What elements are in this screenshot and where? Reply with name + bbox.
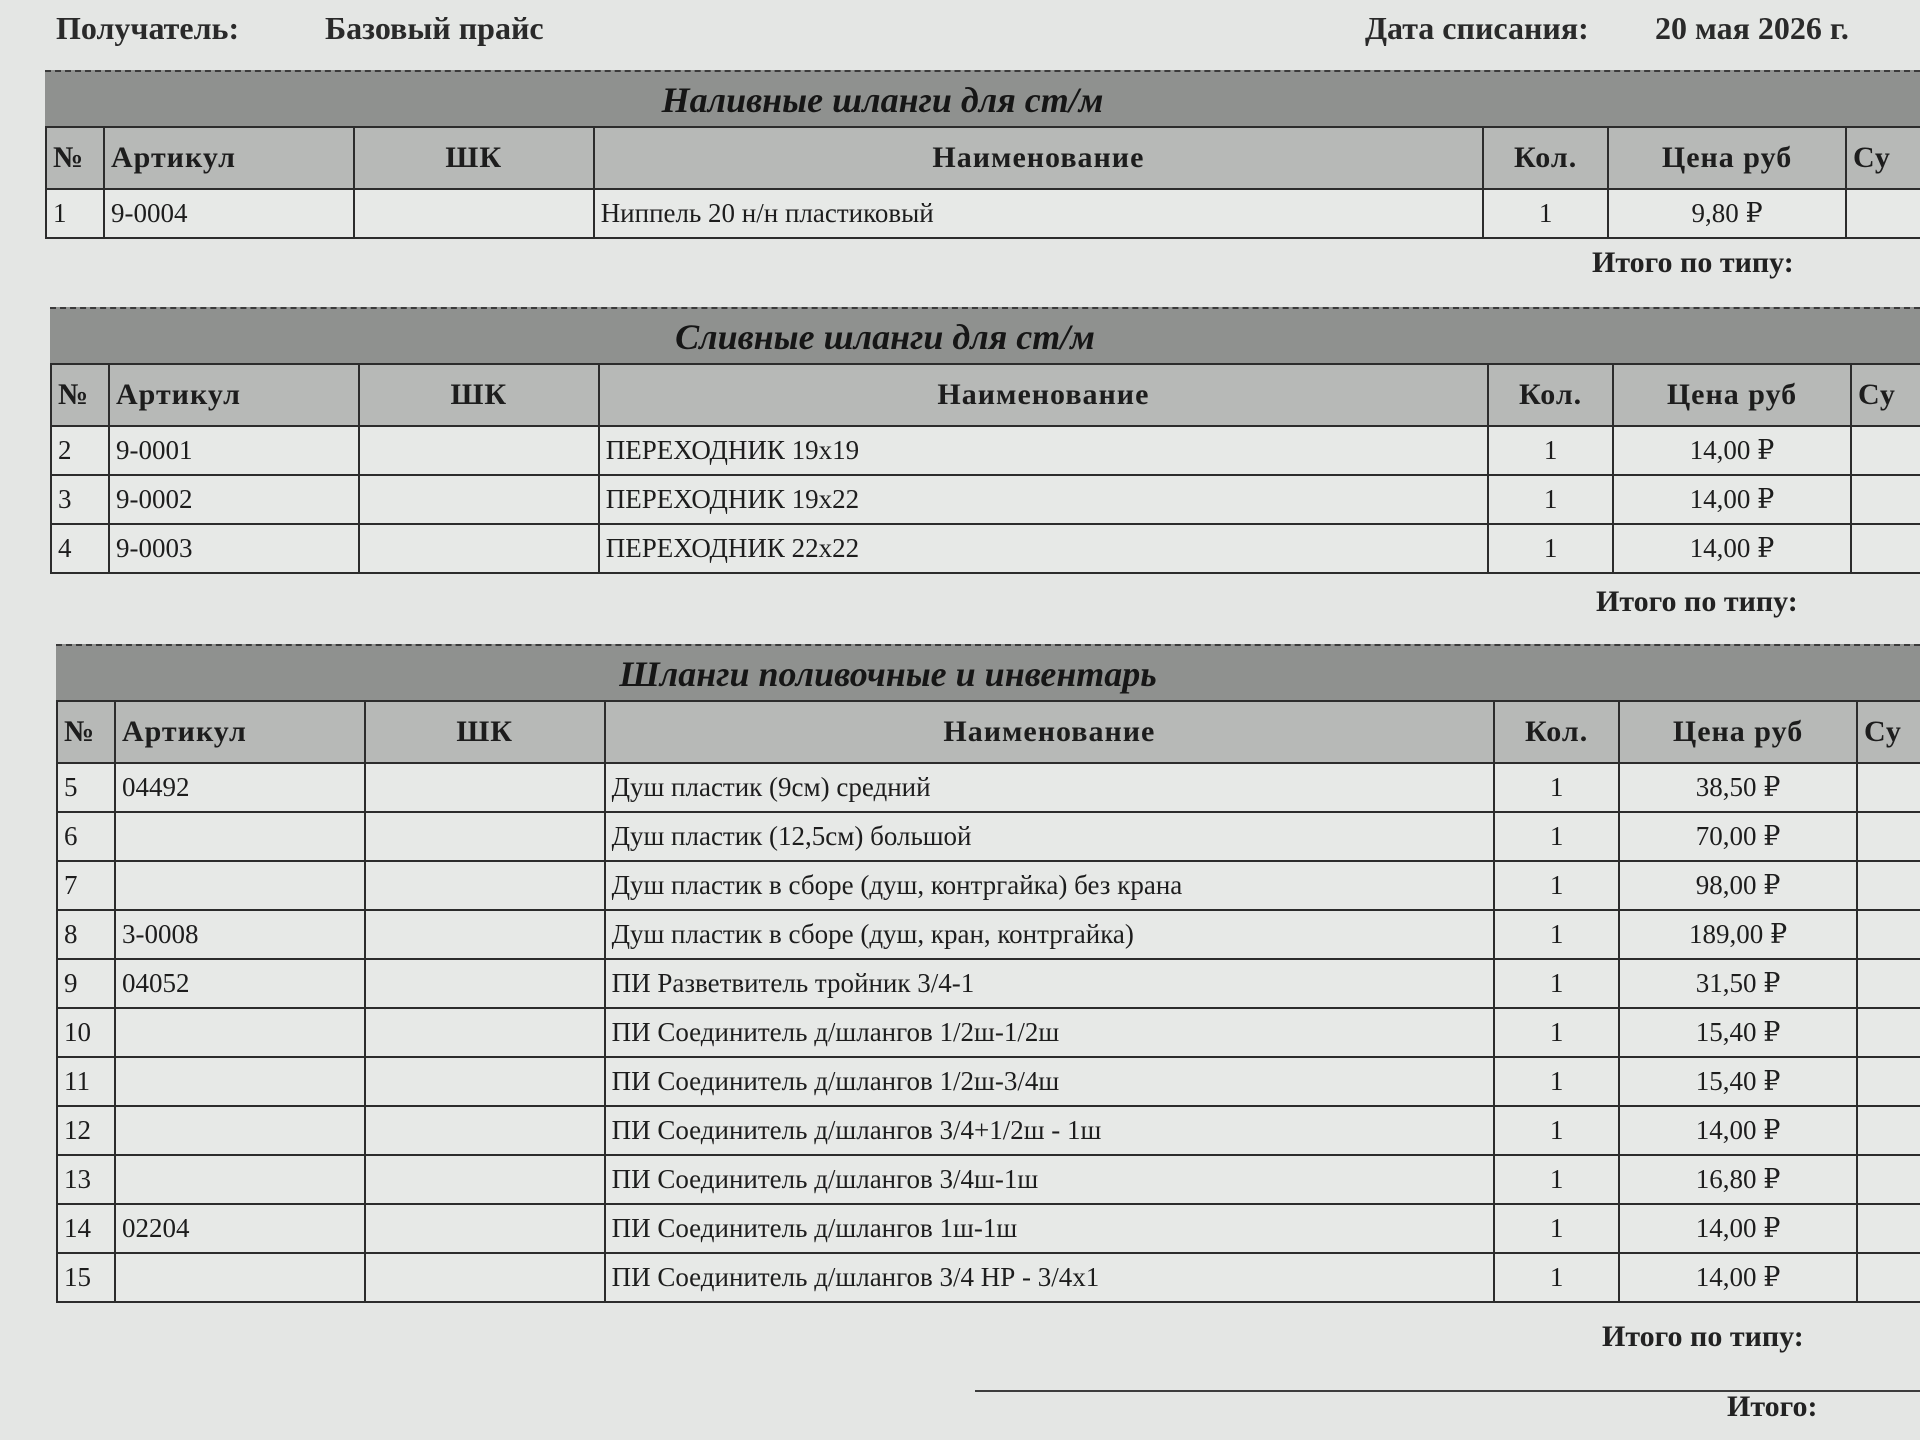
- items-table: [50, 363, 1920, 574]
- cell-sum: [1857, 1253, 1920, 1302]
- cell-price: 9,80 ₽: [1608, 189, 1846, 238]
- cell-num: 11: [57, 1057, 115, 1106]
- cell-qty: 1: [1494, 1057, 1619, 1106]
- cell-article: [115, 861, 365, 910]
- col-num-header: №: [57, 701, 115, 763]
- section-title: Наливные шланги для ст/м: [661, 80, 1104, 120]
- cell-article: 9-0001: [109, 426, 359, 475]
- table-header-row: [57, 701, 1920, 763]
- items-table: [45, 126, 1920, 239]
- cell-qty: 1: [1483, 189, 1608, 238]
- cell-qty: 1: [1488, 426, 1613, 475]
- table-row: [57, 1204, 1920, 1253]
- cell-barcode: [359, 426, 599, 475]
- col-name-header: Наименование: [599, 364, 1488, 426]
- col-qty-header: Кол.: [1494, 701, 1619, 763]
- cell-price: 98,00 ₽: [1619, 861, 1857, 910]
- cell-sum: [1857, 861, 1920, 910]
- date-value: 20 мая 2026 г.: [1655, 10, 1849, 46]
- cell-article: 02204: [115, 1204, 365, 1253]
- section-total-label: Итого по типу:: [1592, 246, 1794, 279]
- table-row: [51, 426, 1920, 475]
- table-row: [57, 1155, 1920, 1204]
- table-header-row: [51, 364, 1920, 426]
- cell-name: ПИ Соединитель д/шлангов 1ш-1ш: [605, 1204, 1495, 1253]
- col-article-header: Артикул: [104, 127, 354, 189]
- table-header-row: [46, 127, 1920, 189]
- col-num-header: №: [51, 364, 109, 426]
- cell-article: 9-0004: [104, 189, 354, 238]
- table-row: [57, 1106, 1920, 1155]
- cell-num: 10: [57, 1008, 115, 1057]
- cell-qty: 1: [1494, 763, 1619, 812]
- cell-barcode: [365, 1204, 605, 1253]
- table-row: [57, 763, 1920, 812]
- cell-price: 70,00 ₽: [1619, 812, 1857, 861]
- cell-qty: 1: [1494, 1204, 1619, 1253]
- cell-price: 14,00 ₽: [1613, 426, 1851, 475]
- cell-article: 9-0003: [109, 524, 359, 573]
- cell-qty: 1: [1494, 1106, 1619, 1155]
- table-row: [57, 1253, 1920, 1302]
- table-row: [57, 1008, 1920, 1057]
- col-qty-header: Кол.: [1488, 364, 1613, 426]
- cell-barcode: [365, 1057, 605, 1106]
- section-title-bar: [56, 644, 1920, 702]
- col-barcode-header: ШК: [354, 127, 594, 189]
- recipient-label: Получатель:: [56, 10, 240, 46]
- cell-num: 6: [57, 812, 115, 861]
- cell-num: 3: [51, 475, 109, 524]
- col-sum-header: Су: [1851, 364, 1920, 426]
- cell-name: ПИ Разветвитель тройник 3/4-1: [605, 959, 1495, 1008]
- cell-barcode: [365, 1253, 605, 1302]
- col-num-header: №: [46, 127, 104, 189]
- section-title-bar: [45, 70, 1920, 128]
- cell-article: [115, 1008, 365, 1057]
- cell-name: ПЕРЕХОДНИК 22х22: [599, 524, 1488, 573]
- cell-qty: 1: [1488, 475, 1613, 524]
- table-row: [51, 524, 1920, 573]
- col-name-header: Наименование: [594, 127, 1483, 189]
- section-title: Сливные шланги для ст/м: [675, 317, 1095, 357]
- col-sum-header: Су: [1846, 127, 1920, 189]
- items-table: [56, 700, 1920, 1303]
- cell-barcode: [365, 1106, 605, 1155]
- col-price-header: Цена руб: [1619, 701, 1857, 763]
- cell-article: [115, 1155, 365, 1204]
- cell-price: 14,00 ₽: [1619, 1204, 1857, 1253]
- cell-name: ПИ Соединитель д/шлангов 3/4 НР - 3/4х1: [605, 1253, 1495, 1302]
- cell-barcode: [359, 524, 599, 573]
- col-qty-header: Кол.: [1483, 127, 1608, 189]
- cell-sum: [1857, 1106, 1920, 1155]
- recipient-value: Базовый прайс: [325, 10, 544, 46]
- cell-price: 14,00 ₽: [1619, 1253, 1857, 1302]
- cell-sum: [1851, 524, 1920, 573]
- cell-barcode: [365, 763, 605, 812]
- cell-qty: 1: [1494, 1253, 1619, 1302]
- cell-num: 2: [51, 426, 109, 475]
- date-label: Дата списания:: [1365, 10, 1589, 46]
- cell-name: Душ пластик в сборе (душ, кран, контргайка): [605, 910, 1495, 959]
- cell-num: 7: [57, 861, 115, 910]
- cell-article: [115, 1253, 365, 1302]
- cell-sum: [1846, 189, 1920, 238]
- cell-article: 9-0002: [109, 475, 359, 524]
- cell-sum: [1857, 812, 1920, 861]
- cell-barcode: [359, 475, 599, 524]
- cell-price: 189,00 ₽: [1619, 910, 1857, 959]
- table-row: [51, 475, 1920, 524]
- cell-sum: [1857, 1057, 1920, 1106]
- cell-barcode: [365, 910, 605, 959]
- cell-name: Душ пластик (12,5см) большой: [605, 812, 1495, 861]
- table-row: [57, 1057, 1920, 1106]
- table-row: [46, 189, 1920, 238]
- cell-sum: [1851, 475, 1920, 524]
- cell-article: [115, 1106, 365, 1155]
- col-price-header: Цена руб: [1608, 127, 1846, 189]
- cell-num: 12: [57, 1106, 115, 1155]
- cell-price: 16,80 ₽: [1619, 1155, 1857, 1204]
- cell-sum: [1851, 426, 1920, 475]
- cell-qty: 1: [1494, 959, 1619, 1008]
- cell-name: ПИ Соединитель д/шлангов 3/4+1/2ш - 1ш: [605, 1106, 1495, 1155]
- section-title: Шланги поливочные и инвентарь: [619, 654, 1157, 694]
- cell-barcode: [354, 189, 594, 238]
- cell-price: 15,40 ₽: [1619, 1057, 1857, 1106]
- table-row: [57, 812, 1920, 861]
- cell-barcode: [365, 861, 605, 910]
- cell-num: 14: [57, 1204, 115, 1253]
- cell-price: 14,00 ₽: [1613, 475, 1851, 524]
- cell-num: 15: [57, 1253, 115, 1302]
- cell-article: 04492: [115, 763, 365, 812]
- cell-article: 3-0008: [115, 910, 365, 959]
- grand-total-label: Итого:: [1727, 1390, 1818, 1423]
- col-price-header: Цена руб: [1613, 364, 1851, 426]
- cell-name: Ниппель 20 н/н пластиковый: [594, 189, 1483, 238]
- table-row: [57, 861, 1920, 910]
- cell-price: 14,00 ₽: [1613, 524, 1851, 573]
- cell-qty: 1: [1494, 812, 1619, 861]
- cell-sum: [1857, 1008, 1920, 1057]
- cell-sum: [1857, 910, 1920, 959]
- cell-barcode: [365, 812, 605, 861]
- table-row: [57, 959, 1920, 1008]
- cell-name: ПИ Соединитель д/шлангов 1/2ш-3/4ш: [605, 1057, 1495, 1106]
- cell-name: ПИ Соединитель д/шлангов 3/4ш-1ш: [605, 1155, 1495, 1204]
- cell-qty: 1: [1494, 861, 1619, 910]
- cell-name: Душ пластик (9см) средний: [605, 763, 1495, 812]
- section-total-label: Итого по типу:: [1602, 1320, 1804, 1353]
- cell-barcode: [365, 1155, 605, 1204]
- cell-num: 13: [57, 1155, 115, 1204]
- col-name-header: Наименование: [605, 701, 1495, 763]
- cell-price: 31,50 ₽: [1619, 959, 1857, 1008]
- cell-sum: [1857, 763, 1920, 812]
- section-title-bar: [50, 307, 1920, 365]
- cell-num: 5: [57, 763, 115, 812]
- cell-num: 9: [57, 959, 115, 1008]
- cell-article: [115, 812, 365, 861]
- cell-name: ПИ Соединитель д/шлангов 1/2ш-1/2ш: [605, 1008, 1495, 1057]
- cell-sum: [1857, 1204, 1920, 1253]
- col-sum-header: Су: [1857, 701, 1920, 763]
- cell-barcode: [365, 1008, 605, 1057]
- cell-article: 04052: [115, 959, 365, 1008]
- cell-qty: 1: [1488, 524, 1613, 573]
- col-article-header: Артикул: [109, 364, 359, 426]
- cell-sum: [1857, 1155, 1920, 1204]
- section-total-label: Итого по типу:: [1596, 585, 1798, 618]
- table-row: [57, 910, 1920, 959]
- col-barcode-header: ШК: [359, 364, 599, 426]
- cell-name: ПЕРЕХОДНИК 19х22: [599, 475, 1488, 524]
- cell-num: 4: [51, 524, 109, 573]
- cell-price: 15,40 ₽: [1619, 1008, 1857, 1057]
- cell-num: 8: [57, 910, 115, 959]
- cell-name: Душ пластик в сборе (душ, контргайка) без крана: [605, 861, 1495, 910]
- cell-barcode: [365, 959, 605, 1008]
- cell-qty: 1: [1494, 1008, 1619, 1057]
- cell-article: [115, 1057, 365, 1106]
- col-barcode-header: ШК: [365, 701, 605, 763]
- cell-sum: [1857, 959, 1920, 1008]
- cell-price: 14,00 ₽: [1619, 1106, 1857, 1155]
- cell-qty: 1: [1494, 910, 1619, 959]
- col-article-header: Артикул: [115, 701, 365, 763]
- cell-num: 1: [46, 189, 104, 238]
- cell-price: 38,50 ₽: [1619, 763, 1857, 812]
- cell-name: ПЕРЕХОДНИК 19х19: [599, 426, 1488, 475]
- cell-qty: 1: [1494, 1155, 1619, 1204]
